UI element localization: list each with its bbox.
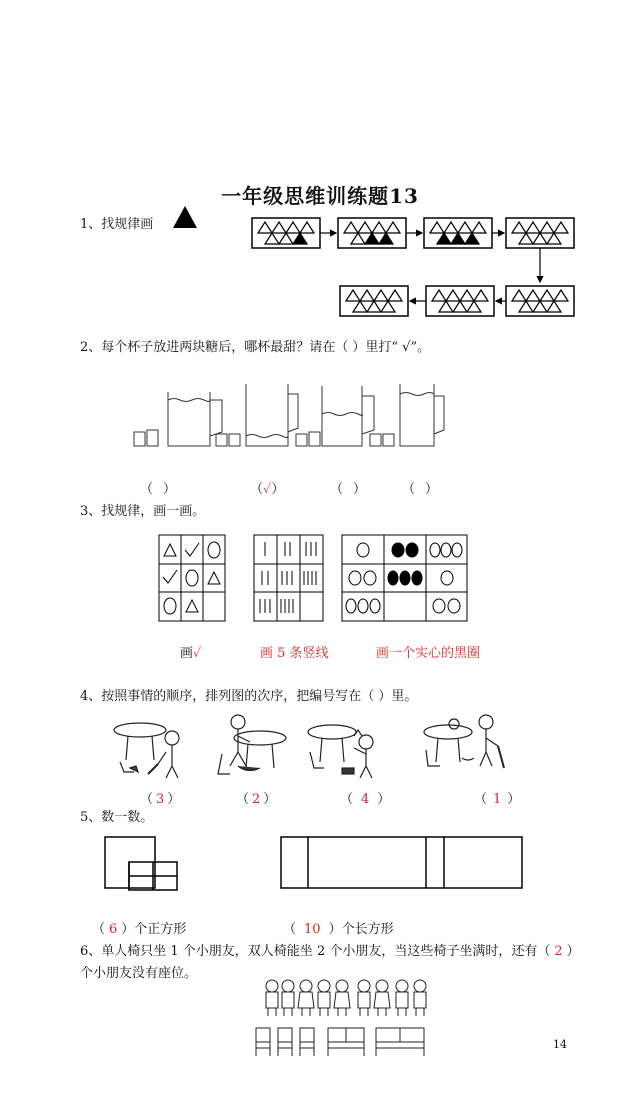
q2-label: 2、每个杯子放进两块糖后，哪杯最甜？请在（ ）里打“ √”。	[80, 340, 431, 355]
q5-rectangles-figure	[280, 836, 524, 890]
q3-label: 3、找规律，画一画。	[80, 504, 206, 519]
page-title: 一年级思维训练题13	[221, 184, 419, 208]
q4-answer-4[interactable]: （ 1 ）	[474, 792, 521, 807]
scene-3	[308, 725, 373, 778]
q3-answer-3: 画一个实心的黑圈	[376, 646, 481, 661]
scene-4	[424, 715, 504, 768]
q4-answer-3[interactable]: （ 4 ）	[340, 792, 391, 807]
black-triangle-icon	[172, 205, 198, 229]
pattern-box-3	[424, 218, 492, 248]
q4-label: 4、按照事情的顺序，排列图的次序，把编号写在（ ）里。	[80, 689, 418, 704]
q4-answer-1[interactable]: （ 3 ）	[140, 792, 181, 807]
q2-answer-3[interactable]: （ ）	[330, 482, 367, 497]
q3-answer-2: 画 5 条竖线	[260, 646, 329, 661]
pattern-box-2	[338, 218, 406, 248]
scene-1	[114, 723, 179, 778]
q5-answer-squares[interactable]: （ 6 ）个正方形	[92, 922, 187, 937]
q5-label: 5、数一数。	[80, 810, 154, 825]
q2-answer-4[interactable]: （ ）	[402, 482, 439, 497]
q1-label: 1、找规律画	[80, 217, 154, 232]
q5-squares-figure	[104, 836, 180, 892]
q4-answer-2[interactable]: （ 2 ）	[236, 792, 277, 807]
q2-cups-diagram	[130, 380, 450, 450]
q2-answer-2[interactable]: （✓）	[250, 482, 285, 497]
q3-grid-shapes	[158, 534, 228, 624]
pattern-box-4	[506, 218, 574, 248]
q5-answer-rectangles[interactable]: （ 10 ）个长方形	[283, 922, 394, 937]
pattern-box-5	[506, 286, 574, 316]
q3-grid-circles	[341, 534, 469, 624]
q3-grid-lines	[253, 534, 325, 624]
q6-kids-and-chairs-picture	[252, 976, 432, 1062]
q6-line-1: 6、单人椅只坐 1 个小朋友，双人椅能坐 2 个小朋友，当这些椅子坐满时，还有（ 2 ）	[80, 944, 580, 959]
page-number: 14	[553, 1038, 567, 1051]
pattern-box-7	[340, 286, 408, 316]
pattern-box-1	[252, 218, 320, 248]
pattern-box-6	[426, 286, 494, 316]
q2-answer-1[interactable]: （ ）	[140, 482, 177, 497]
q4-story-pictures	[110, 708, 530, 783]
q6-line-2: 个小朋友没有座位。	[80, 966, 198, 981]
q1-pattern-diagram	[250, 214, 580, 324]
scene-2	[218, 715, 286, 774]
q3-answer-1: 画✓	[180, 646, 202, 661]
